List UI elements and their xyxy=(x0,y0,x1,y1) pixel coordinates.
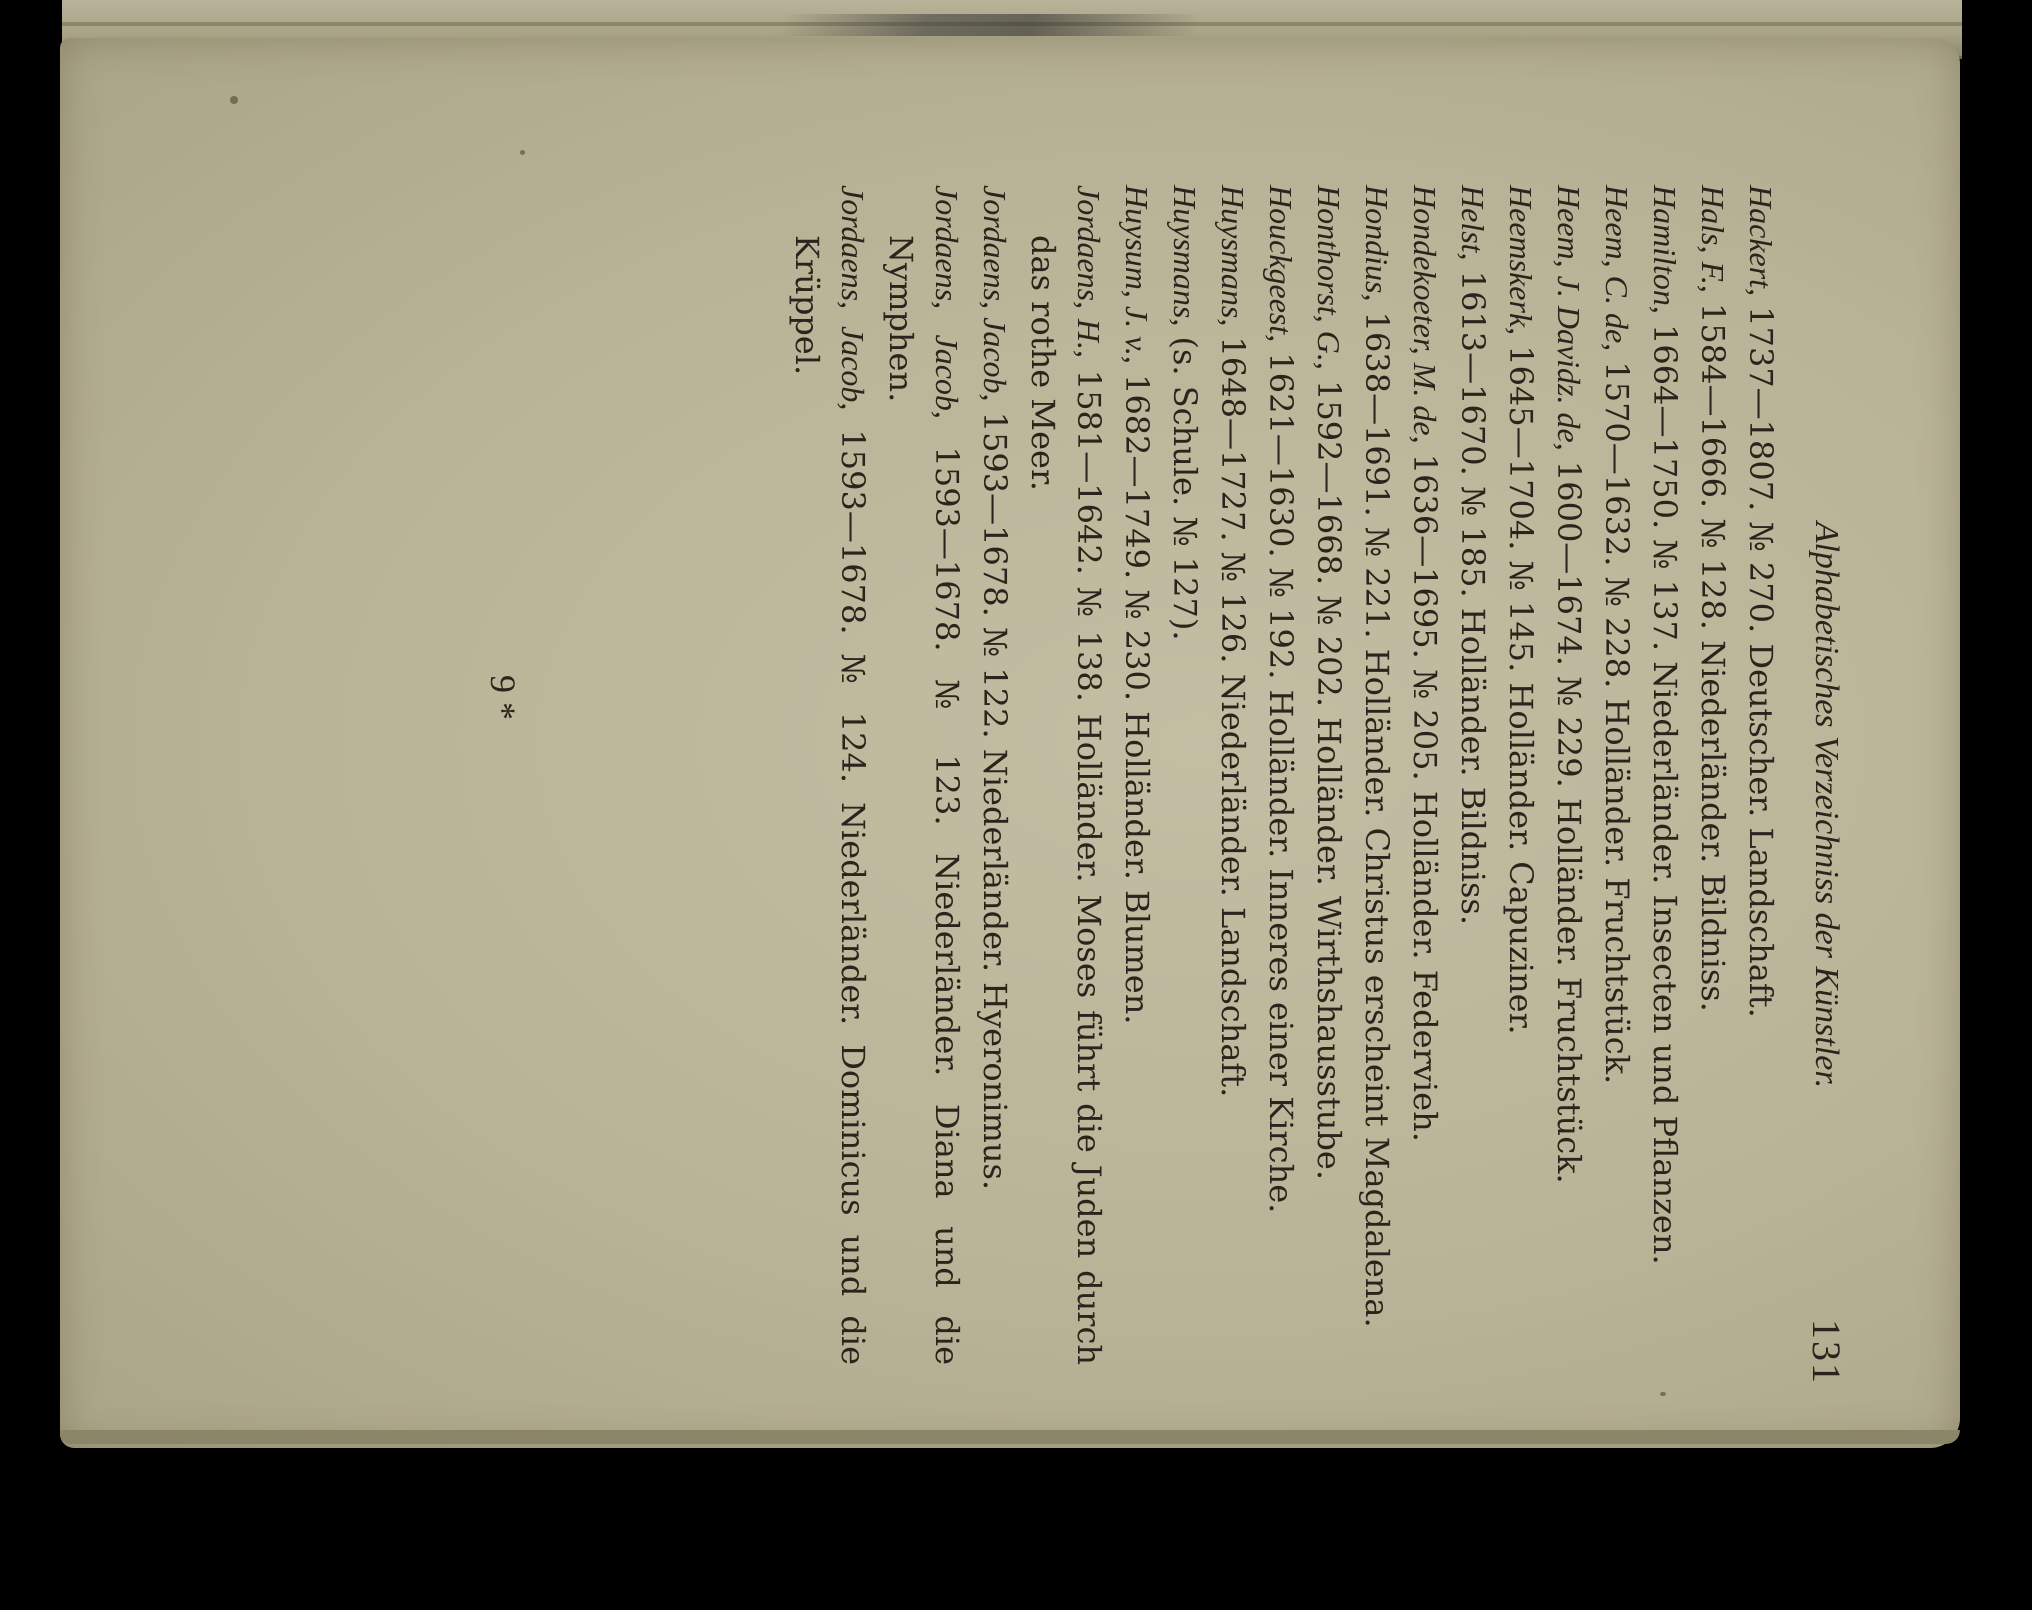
paper-speck xyxy=(230,96,238,104)
artist-entry xyxy=(878,185,970,1365)
artist-name: Jordaens, H., xyxy=(1071,185,1107,358)
artist-name: Hackert, xyxy=(1743,185,1779,297)
artist-name: Heem, C. de, xyxy=(1599,185,1635,352)
artist-entry xyxy=(1498,185,1544,1365)
artist-details: 1645—1704. № 145. Holländer. Capuziner. xyxy=(1502,335,1540,1035)
page-content xyxy=(246,185,1849,1465)
artist-name: Hals, F., xyxy=(1695,185,1731,293)
artist-entry xyxy=(972,185,1018,1365)
artist-name: Jordaens, Jacob, xyxy=(977,185,1013,402)
paper-speck xyxy=(520,150,525,155)
artist-entry xyxy=(1354,185,1400,1365)
artist-name: Jordaens, Jacob, xyxy=(929,185,965,419)
artist-name: Huysum, J. v., xyxy=(1119,185,1155,364)
previous-page-tear xyxy=(778,14,1203,36)
artist-name: Houckgeest, xyxy=(1263,185,1299,343)
artist-name: Hamilton, xyxy=(1647,185,1683,314)
artist-entry xyxy=(784,185,876,1365)
artist-details: 1648—1727. № 126. Niederländer. Landschaft. xyxy=(1214,326,1252,1098)
artist-entry xyxy=(1306,185,1352,1365)
artist-details: (s. Schule. № 127). xyxy=(1166,326,1204,641)
artist-entry xyxy=(1020,185,1112,1365)
artist-entry xyxy=(1210,185,1256,1365)
artist-name: Honthorst, G., xyxy=(1311,185,1347,370)
artist-entry xyxy=(1258,185,1304,1365)
printer-signature-mark: 9 * xyxy=(483,675,523,720)
artist-entry xyxy=(1162,185,1208,1365)
artist-entry xyxy=(1546,185,1592,1365)
artist-details: 1593—1678. № 122. Niederländer. Hyeronimus. xyxy=(976,401,1014,1191)
artist-details: 1737—1807. № 270. Deutscher. Landschaft. xyxy=(1742,296,1780,1018)
artist-details: 1621—1630. № 192. Holländer. Inneres einer Kirche. xyxy=(1262,342,1300,1214)
artist-details: 1682—1749. № 230. Holländer. Blumen. xyxy=(1118,363,1156,1025)
artist-name: Huysmans, xyxy=(1167,185,1203,327)
artist-details: 1584—1666. № 128. Niederländer. Bildniss. xyxy=(1694,292,1732,1012)
artist-entry xyxy=(1642,185,1688,1365)
artist-entry xyxy=(1450,185,1496,1365)
artist-name: Helst, xyxy=(1455,185,1491,261)
artist-name: Hondekoeter, M. de, xyxy=(1407,185,1443,444)
artist-details: 1581—1642. № 138. Holländer. Moses führt die Juden durch das rothe Meer. xyxy=(1024,235,1108,1366)
artist-details: 1636—1695. № 205. Holländer. Federvieh. xyxy=(1406,443,1444,1142)
artist-details: 1593—1678. № 124. Niederländer. Dominicus und die Krüppel. xyxy=(788,235,872,1366)
running-header: Alphabetisches Verzeichniss der Künstler. xyxy=(1808,521,1845,1089)
artist-details: 1593—1678. № 123. Niederländer. Diana und die Nymphen. xyxy=(882,235,966,1366)
artist-name: Heemskerk, xyxy=(1503,185,1539,336)
page-number: 131 xyxy=(1804,1319,1849,1385)
artist-entry xyxy=(1594,185,1640,1365)
artist-name: Huysmans, xyxy=(1215,185,1251,327)
artist-details: 1600—1674. № 229. Holländer. Fruchtstück. xyxy=(1550,450,1588,1184)
artist-entry xyxy=(1402,185,1448,1365)
artist-entry xyxy=(1114,185,1160,1365)
artist-name: Hondius, xyxy=(1359,185,1395,302)
artist-details: 1592—1668. № 202. Holländer. Wirthshausstube. xyxy=(1310,369,1348,1180)
artist-details: 1638—1691. № 221. Holländer. Christus erscheint Magdalena. xyxy=(1358,301,1396,1328)
artist-name: Jordaens, Jacob, xyxy=(835,185,871,411)
artist-name: Heem, J. Davidz. de, xyxy=(1551,185,1587,451)
artist-entry xyxy=(1738,185,1784,1365)
artist-entries xyxy=(782,185,1784,1365)
artist-details: 1570—1632. № 228. Holländer. Fruchtstück. xyxy=(1598,351,1636,1085)
artist-details: 1613—1670. № 185. Holländer. Bildniss. xyxy=(1454,260,1492,926)
artist-entry xyxy=(1690,185,1736,1365)
artist-details: 1664—1750. № 137. Niederländer. Insecten und Pflanzen. xyxy=(1646,313,1684,1265)
